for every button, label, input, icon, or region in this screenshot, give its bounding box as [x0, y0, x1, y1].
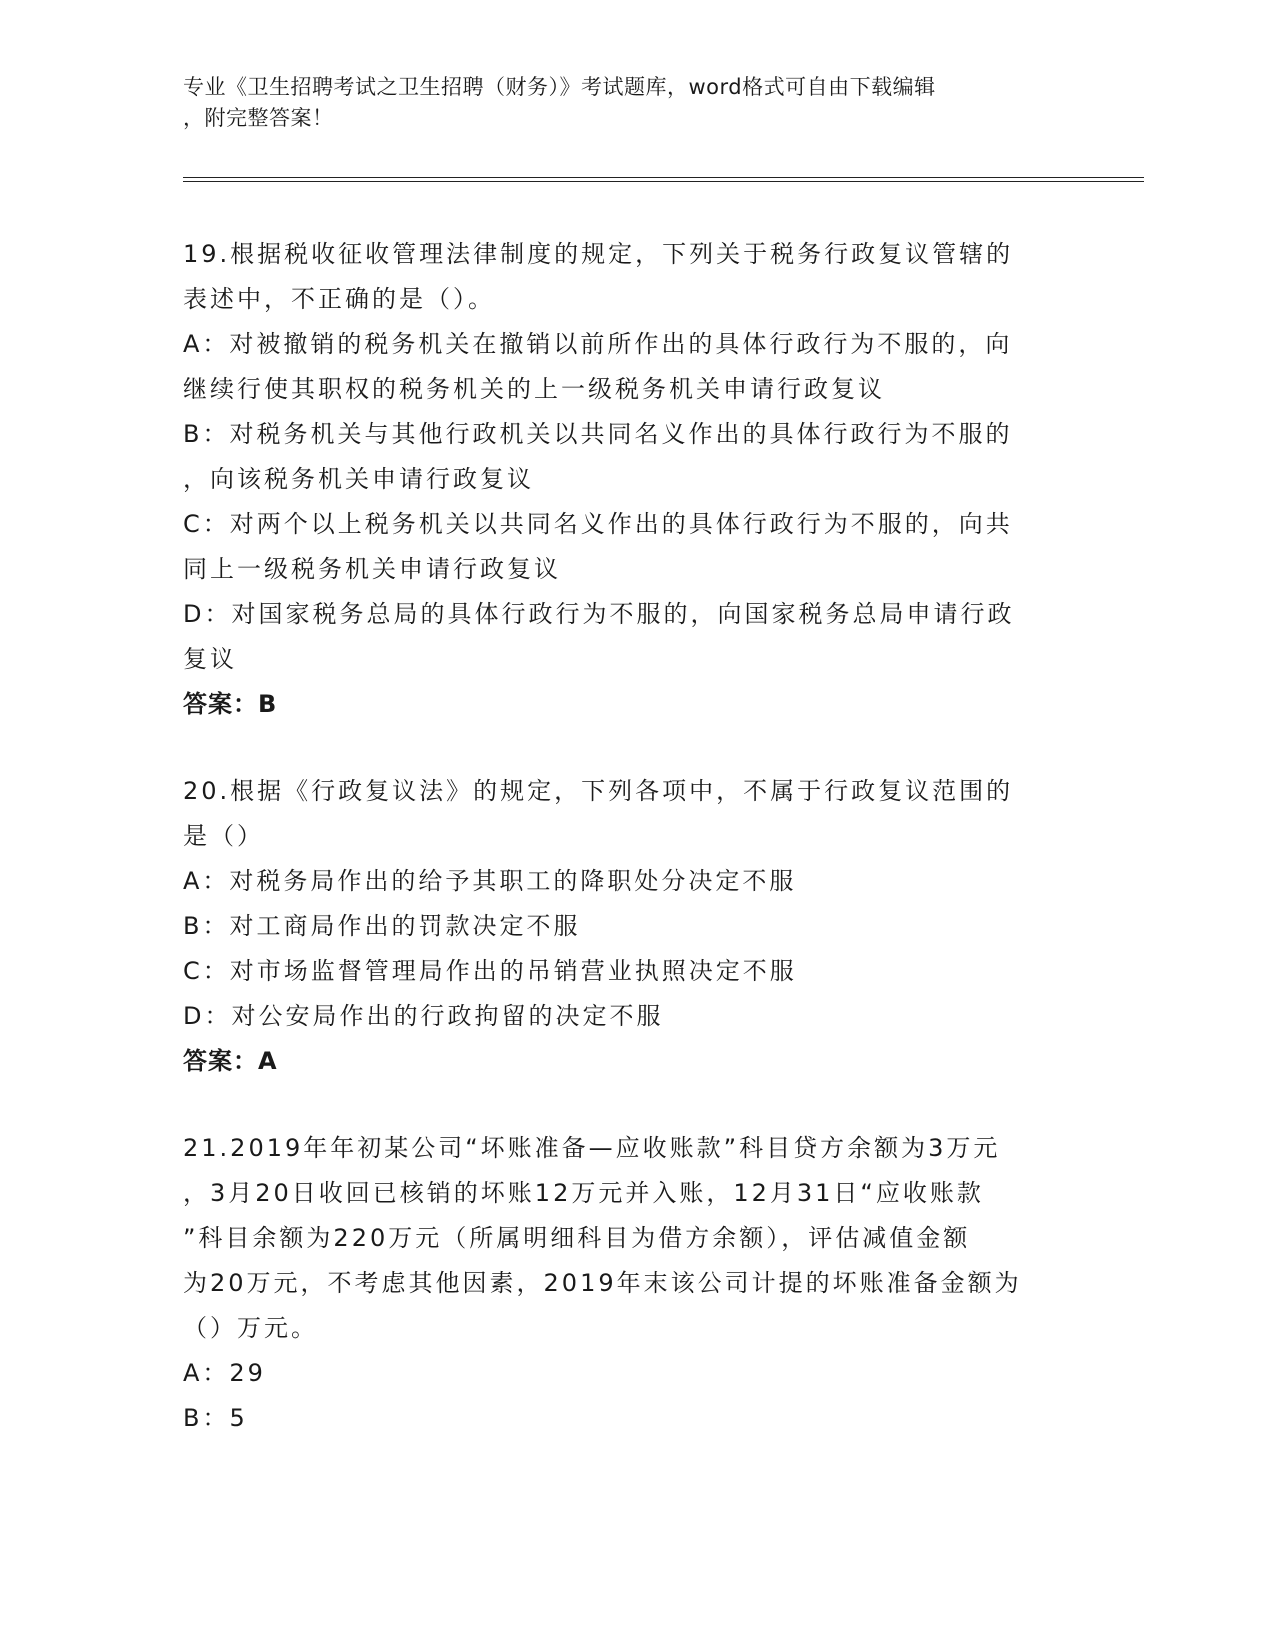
question-block — [183, 1126, 1083, 1441]
option-line: A：29 — [183, 1359, 266, 1387]
question-stem-line: ，3月20日收回已核销的坏账12万元并入账，12月31日“应收账款 — [183, 1179, 984, 1207]
question-stem-line: （）万元。 — [183, 1314, 318, 1342]
option-line: D：对公安局作出的行政拘留的决定不服 — [183, 1002, 664, 1030]
question-stem-line: ”科目余额为220万元（所属明细科目为借方余额），评估减值金额 — [183, 1224, 971, 1252]
question-list — [183, 232, 1083, 1441]
option-line: C：对市场监督管理局作出的吊销营业执照决定不服 — [183, 957, 797, 985]
document-header — [183, 72, 1083, 134]
option-line: D：对国家税务总局的具体行政行为不服的，向国家税务总局申请行政 — [183, 600, 1015, 628]
option-line: 继续行使其职权的税务机关的上一级税务机关申请行政复议 — [183, 375, 885, 403]
answer-label: 答案：A — [183, 1047, 278, 1075]
option-line: B：对税务机关与其他行政机关以共同名义作出的具体行政行为不服的 — [183, 420, 1013, 448]
question-block — [183, 769, 1083, 1084]
option-line: B：5 — [183, 1404, 248, 1432]
answer-label: 答案：B — [183, 690, 278, 718]
question-stem-line: 表述中，不正确的是（）。 — [183, 285, 495, 313]
question-stem-line: 20.根据《行政复议法》的规定，下列各项中，不属于行政复议范围的 — [183, 777, 1014, 805]
header-divider — [183, 177, 1144, 178]
question-block — [183, 232, 1083, 727]
question-stem-line: 21.2019年年初某公司“坏账准备—应收账款”科目贷方余额为3万元 — [183, 1134, 1001, 1162]
option-line: A：对被撤销的税务机关在撤销以前所作出的具体行政行为不服的，向 — [183, 330, 1013, 358]
header-divider — [183, 181, 1144, 182]
option-line: B：对工商局作出的罚款决定不服 — [183, 912, 581, 940]
question-stem-line: 19.根据税收征收管理法律制度的规定，下列关于税务行政复议管辖的 — [183, 240, 1014, 268]
header-line: ，附完整答案！ — [183, 106, 334, 130]
option-line: ，向该税务机关申请行政复议 — [183, 465, 534, 493]
option-line: 复议 — [183, 645, 237, 673]
question-stem-line: 为20万元，不考虑其他因素，2019年末该公司计提的坏账准备金额为 — [183, 1269, 1022, 1297]
option-line: 同上一级税务机关申请行政复议 — [183, 555, 561, 583]
header-line: 专业《卫生招聘考试之卫生招聘（财务）》考试题库，word格式可自由下载编辑 — [183, 75, 936, 99]
option-line: C：对两个以上税务机关以共同名义作出的具体行政行为不服的，向共 — [183, 510, 1013, 538]
question-stem-line: 是（） — [183, 822, 264, 850]
option-line: A：对税务局作出的给予其职工的降职处分决定不服 — [183, 867, 797, 895]
